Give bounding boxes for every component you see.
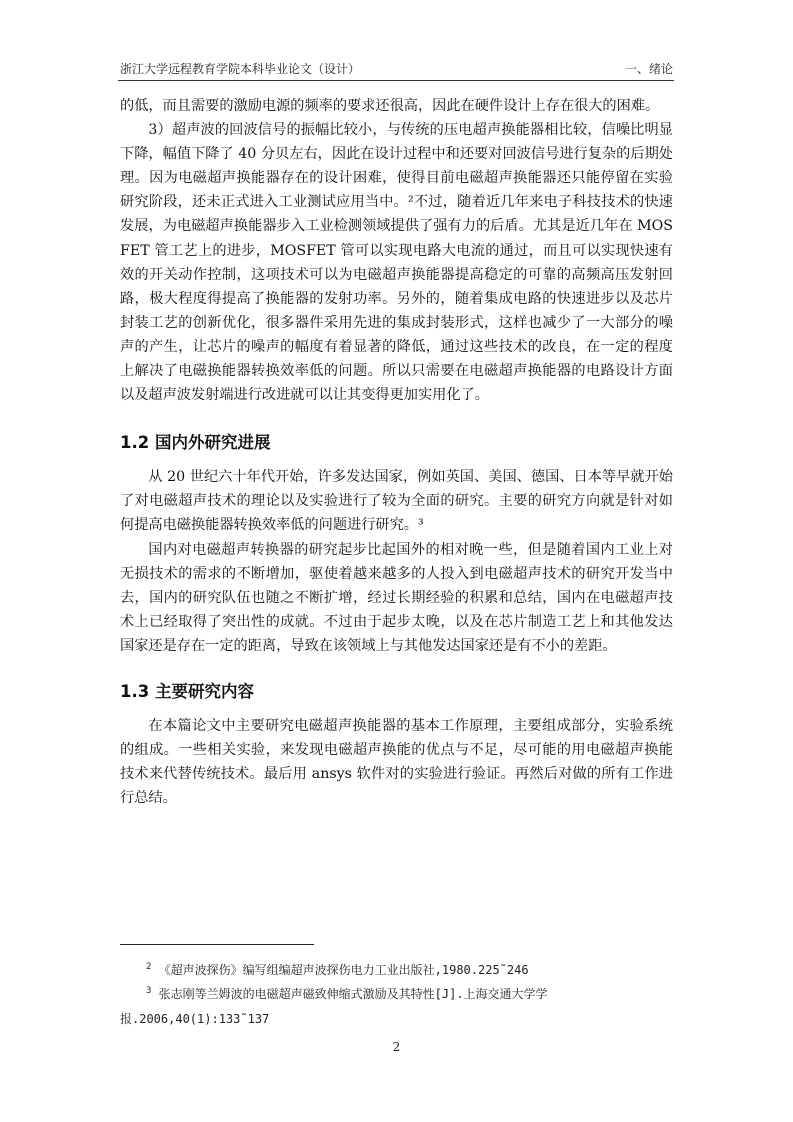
footnote-2	[120, 958, 673, 982]
section-heading-1-2: 1.2 国内外研究进展	[120, 433, 271, 453]
running-header	[120, 58, 673, 78]
footnote-separator	[120, 944, 314, 945]
footnote-mark: 2	[146, 962, 152, 972]
header-chapter-title: 一、绪论	[624, 61, 673, 76]
paragraph-item-3: 3）超声波的回波信号的振幅比较小，与传统的压电超声换能器相比较，信噪比明显下降，幅值下降了 40 分贝左右，因此在设计过程中和还要对回波信号进行复杂的后期处理。因为电磁超声换能器存在的设计困难，使得目前电磁超声换能器还只能停留在实验研究阶段，还未正式进入工业测试应用当中。²不过，随着近几年来电子科技技术的快速发展，为电磁超声换能器步入工业检测领域提供了强有力的后盾。尤其是近几年在 MOSFET 管工艺上的进步，MOSFET 管可以实现电路大电流的通过，而且可以实现快速有效的开关动作控制，这项技术可以为电磁超声换能器提高稳定的可靠的高频高压发射回路，极大程度得提高了换能器的发射功率。另外的，随着集成电路的快速进步以及芯片封装工艺的创新优化，很多器件采用先进的集成封装形式，这样也减少了一大部分的噪声的产生，让芯片的噪声的幅度有着显著的降低，通过这些技术的改良，在一定的程度上解决了电磁换能器转换效率低的问题。所以只需要在电磁超声换能器的电路设计方面以及超声波发射端进行改进就可以让其变得更加实用化了。	[120, 122, 673, 404]
paragraph-continued: 的低，而且需要的激励电源的频率的要求还很高，因此在硬件设计上存在很大的困难。	[120, 98, 660, 114]
page-number: 2	[392, 1040, 401, 1054]
footnote-3	[120, 982, 673, 1006]
footnote-text: 《超声波探伤》编写组编超声波探伤电力工业出版社,1980.225˜246	[158, 963, 529, 977]
header-rule	[118, 80, 674, 81]
footnotes	[120, 958, 673, 1031]
paragraph-research-domestic: 国内对电磁超声转换器的研究起步比起国外的相对晚一些，但是随着国内工业上对无损技术的需求的不断增加，驱使着越来越多的人投入到电磁超声技术的研究开发当中去，国内的研究队伍也随之不断扩增，经过长期经验的积累和总结，国内在电磁超声技术上已经取得了突出性的成就。不过由于起步太晚，以及在芯片制造工艺上和其他发达国家还是存在一定的距离，导致在该领域上与其他发达国家还是有不小的差距。	[120, 541, 673, 654]
footnote-mark: 3	[146, 986, 152, 997]
section-heading-1-3: 1.3 主要研究内容	[120, 681, 254, 701]
footnote-text: 张志刚等兰姆波的电磁超声磁致伸缩式激励及其特性[J].上海交通大学学	[158, 987, 548, 1002]
paragraph-main-content: 在本篇论文中主要研究电磁超声换能器的基本工作原理，主要组成部分，实验系统的组成。一些相关实验，来发现电磁超声换能的优点与不足，尽可能的用电磁超声换能技术来代替传统技术。最后用 ansys 软件对的实验进行验证。再然后对做的所有工作进行总结。	[120, 717, 673, 807]
footnote-3-continued: 报.2006,40(1):133˜137	[120, 1011, 270, 1026]
header-thesis-title: 浙江大学远程教育学院本科毕业论文（设计）	[120, 61, 361, 76]
paragraph-research-abroad: 从 20 世纪六十年代开始，许多发达国家，例如英国、美国、德国、日本等早就开始了对电磁超声技术的理论以及实验进行了较为全面的研究。主要的研究方向就是针对如何提高电磁换能器转换效率低的问题进行研究。³	[120, 469, 673, 534]
main-body	[120, 94, 673, 810]
